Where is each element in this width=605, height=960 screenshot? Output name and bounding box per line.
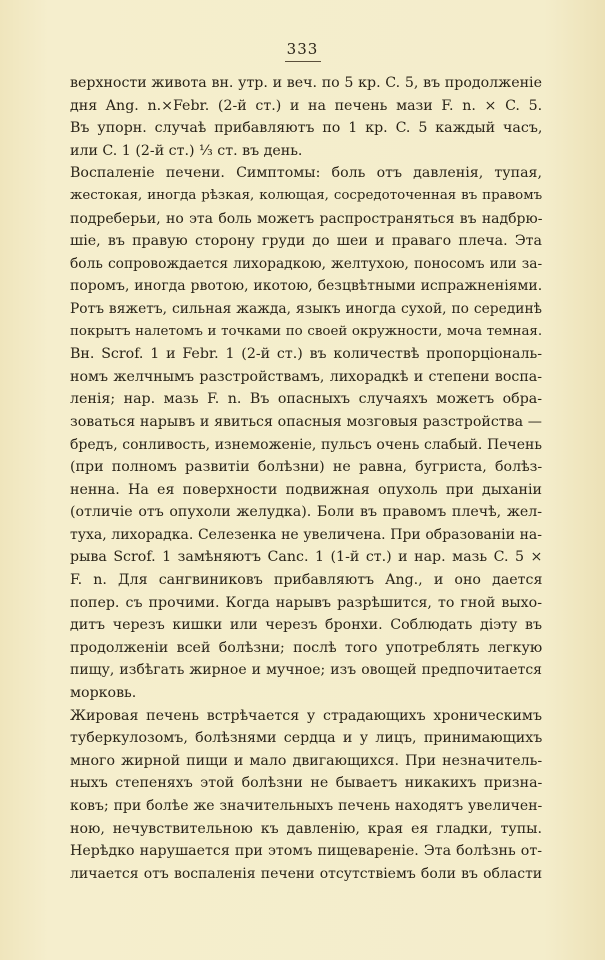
text-line: попер. съ прочими. Когда нарывъ разрѣшится, то гной выхо-: [70, 594, 542, 611]
text-line: зоваться нарывъ и явиться опасныя мозговыя разстройства —: [70, 413, 542, 430]
text-line: подреберьи, но эта боль можетъ распространяться въ надбрю-: [70, 210, 543, 227]
page-number: 333: [0, 40, 605, 62]
text-line: туберкулозомъ, болѣзнями сердца и у лицъ, принимающихъ: [70, 730, 543, 747]
text-line: пищу, избѣгать жирное и мучное; изъ овощей предпочитается: [70, 662, 542, 679]
text-line: ною, нечувствительною къ давленію, края ея гладки, тупы.: [70, 820, 542, 837]
text-line: Ротъ вяжетъ, сильная жажда, языкъ иногда сухой, по серединѣ: [70, 300, 542, 317]
text-line: дитъ черезъ кишки или черезъ бронхи. Соблюдать діэту въ: [70, 617, 543, 634]
text-line: покрытъ налетомъ и точками по своей окружности, моча темная.: [70, 323, 543, 339]
text-line: номъ желчнымъ разстройствамъ, лихорадкѣ и степени воспа-: [70, 368, 543, 385]
text-line: рыва Scrof. 1 замѣняютъ Canc. 1 (1-й ст.) и нар. мазь C. 5 ×: [70, 549, 543, 566]
text-line: личается отъ воспаленія печени отсутствіемъ боли въ области: [70, 865, 543, 882]
text-line: поромъ, иногда рвотою, икотою, безцвѣтными испражненіями.: [70, 278, 543, 295]
text-line: ленія; нар. мазь F. n. Въ опасныхъ случаяхъ можетъ обра-: [70, 391, 543, 408]
text-line: Нерѣдко нарушается при этомъ пищевареніе. Эта болѣзнь от-: [70, 843, 542, 860]
text-line: (при полномъ развитіи болѣзни) не равна, бугриста, болѣз-: [70, 459, 543, 476]
text-line: дня Ang. n.×Febr. (2-й ст.) и на печень мази F. n. × C. 5.: [70, 97, 543, 114]
text-line: верхности живота вн. утр. и веч. по 5 кр. C. 5, въ продолженіе: [70, 75, 542, 91]
text-line: туха, лихорадка. Селезенка не увеличена. При образованіи на-: [70, 526, 542, 543]
text-line: ненна. На ея поверхности подвижная опухоль при дыханіи: [70, 481, 542, 498]
text-line: шіе, въ правую сторону груди до шеи и праваго плеча. Эта: [70, 233, 542, 250]
page-text: [70, 72, 542, 885]
text-line: Воспаленіе печени. Симптомы: боль отъ давленія, тупая,: [70, 165, 542, 182]
text-line: ныхъ степеняхъ этой болѣзни не бываетъ никакихъ призна-: [70, 775, 543, 792]
text-line: Въ упорн. случаѣ прибавляютъ по 1 кр. C. 5 каждый часъ,: [70, 120, 543, 137]
text-line: Жировая печень встрѣчается у страдающихъ хроническимъ: [70, 707, 542, 724]
text-line: F. n. Для сангвиниковъ прибавляютъ Ang., и оно дается: [70, 572, 543, 589]
paragraph-2: [70, 162, 542, 704]
text-line: (отличіе отъ опухоли желудка). Боли въ правомъ плечѣ, жел-: [70, 504, 543, 521]
text-line: боль сопровождается лихорадкою, желтухою, поносомъ или за-: [70, 255, 543, 272]
text-line: Вн. Scrof. 1 и Febr. 1 (2-й ст.) въ количествѣ пропорціональ-: [70, 346, 542, 363]
paragraph-1: [70, 72, 542, 162]
text-line: морковь.: [70, 685, 137, 702]
text-line: жестокая, иногда рѣзкая, колющая, сосредоточенная въ правомъ: [70, 187, 543, 203]
text-line: ковъ; при болѣе же значительныхъ печень находятъ увеличен-: [70, 798, 543, 814]
text-line: много жирной пищи и мало двигающихся. При незначитель-: [70, 752, 543, 769]
paragraph-3: [70, 705, 542, 886]
text-line: или C. 1 (2-й ст.) ⅓ ст. въ день.: [70, 142, 303, 159]
text-line: бредъ, сонливость, изнеможеніе, пульсъ очень слабый. Печень: [70, 436, 542, 453]
text-line: продолженіи всей болѣзни; послѣ того употреблять легкую: [70, 639, 543, 656]
